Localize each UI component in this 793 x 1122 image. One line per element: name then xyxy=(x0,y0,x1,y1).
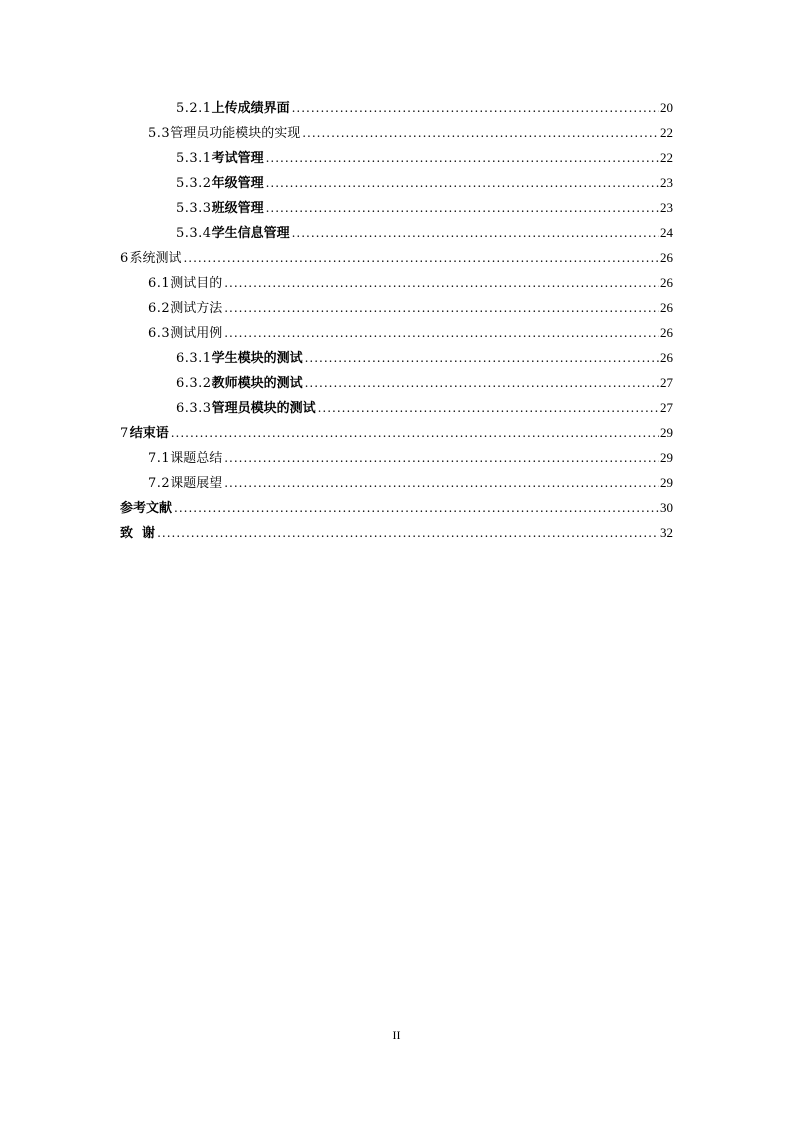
toc-entry[interactable] xyxy=(148,473,673,493)
toc-entry-page: 26 xyxy=(660,275,673,290)
toc-entry-page: 26 xyxy=(660,300,673,315)
toc-entry-number: 6.2 xyxy=(148,301,171,316)
toc-entry-number: 7 xyxy=(120,426,129,441)
toc-entry[interactable] xyxy=(120,498,673,518)
toc-leader-dots xyxy=(171,423,659,443)
toc-entry[interactable] xyxy=(120,248,673,268)
toc-entry-number: 6.3.1 xyxy=(176,351,212,366)
toc-leader-dots xyxy=(157,523,659,543)
toc-entry[interactable] xyxy=(176,373,673,393)
toc-entry[interactable] xyxy=(120,523,673,543)
toc-leader-dots xyxy=(224,323,659,343)
toc-entry-page: 20 xyxy=(660,100,673,115)
toc-leader-dots xyxy=(305,373,659,393)
toc-entry-title: 管理员功能模块的实现 xyxy=(170,126,301,141)
toc-entry-title: 结束语 xyxy=(129,426,169,441)
toc-leader-dots xyxy=(318,398,659,418)
toc-entry-page: 29 xyxy=(660,475,673,490)
toc-leader-dots xyxy=(292,223,659,243)
toc-leader-dots xyxy=(266,148,659,168)
toc-entry-number: 5.3.2 xyxy=(176,176,212,191)
toc-leader-dots xyxy=(266,198,659,218)
toc-entry[interactable] xyxy=(148,448,673,468)
toc-entry[interactable] xyxy=(148,323,673,343)
toc-leader-dots xyxy=(305,348,659,368)
toc-entry-page: 26 xyxy=(660,250,673,265)
toc-entry[interactable] xyxy=(176,398,673,418)
toc-entry[interactable] xyxy=(148,123,673,143)
toc-entry-title: 年级管理 xyxy=(211,176,264,191)
toc-entry-title: 致 谢 xyxy=(120,526,156,541)
toc-entry[interactable] xyxy=(176,173,673,193)
toc-entry-title: 学生信息管理 xyxy=(211,226,290,241)
toc-entry-title: 上传成绩界面 xyxy=(211,101,290,116)
toc-entry-title: 教师模块的测试 xyxy=(211,376,303,391)
page-number: II xyxy=(392,1028,401,1042)
toc-entry-title: 测试目的 xyxy=(170,276,223,291)
toc-entry-page: 29 xyxy=(660,425,673,440)
toc-leader-dots xyxy=(292,98,659,118)
toc-entry-title: 学生模块的测试 xyxy=(211,351,303,366)
toc-entry[interactable] xyxy=(176,148,673,168)
toc-entry[interactable] xyxy=(148,298,673,318)
toc-entry-page: 27 xyxy=(660,400,673,415)
toc-leader-dots xyxy=(266,173,659,193)
toc-entry-title: 系统测试 xyxy=(129,251,182,266)
toc-entry-page: 22 xyxy=(660,150,673,165)
toc-entry[interactable] xyxy=(176,198,673,218)
toc-entry-number: 5.3.4 xyxy=(176,226,212,241)
toc-entry-number: 6.3.2 xyxy=(176,376,212,391)
toc-entry-page: 22 xyxy=(660,125,673,140)
toc-entry-page: 23 xyxy=(660,200,673,215)
toc-entry-page: 30 xyxy=(660,500,673,515)
toc-entry[interactable] xyxy=(176,98,673,118)
toc-entry-number: 6.3 xyxy=(148,326,171,341)
toc-entry-number: 5.2.1 xyxy=(176,101,212,116)
toc-entry-page: 24 xyxy=(660,225,673,240)
toc-leader-dots xyxy=(224,448,659,468)
toc-leader-dots xyxy=(174,498,659,518)
toc-entry[interactable] xyxy=(148,273,673,293)
toc-entry-page: 26 xyxy=(660,325,673,340)
toc-entry-title: 班级管理 xyxy=(211,201,264,216)
toc-entry-title: 管理员模块的测试 xyxy=(211,401,316,416)
toc-entry-number: 6.1 xyxy=(148,276,171,291)
toc-entry-page: 26 xyxy=(660,350,673,365)
toc-entry-number: 5.3 xyxy=(148,126,171,141)
toc-entry-number: 5.3.1 xyxy=(176,151,212,166)
toc-leader-dots xyxy=(224,273,659,293)
toc-entry-title: 测试方法 xyxy=(170,301,223,316)
toc-entry-page: 27 xyxy=(660,375,673,390)
toc-entry-title: 参考文献 xyxy=(120,501,173,516)
toc-entry-page: 29 xyxy=(660,450,673,465)
toc-leader-dots xyxy=(183,248,659,268)
toc-entry-title: 测试用例 xyxy=(170,326,223,341)
toc-entry-number: 5.3.3 xyxy=(176,201,212,216)
toc-entry-number: 7.1 xyxy=(148,451,171,466)
toc-leader-dots xyxy=(224,298,659,318)
toc-entry-number: 7.2 xyxy=(148,476,171,491)
toc-entry[interactable] xyxy=(176,348,673,368)
toc-entry-title: 课题总结 xyxy=(170,451,223,466)
toc-leader-dots xyxy=(302,123,659,143)
toc-entry-number: 6.3.3 xyxy=(176,401,212,416)
toc-entry-page: 23 xyxy=(660,175,673,190)
toc-entry[interactable] xyxy=(176,223,673,243)
toc-leader-dots xyxy=(224,473,659,493)
toc-entry[interactable] xyxy=(120,423,673,443)
toc-entry-title: 考试管理 xyxy=(211,151,264,166)
toc-entry-number: 6 xyxy=(120,251,129,266)
toc-entry-page: 32 xyxy=(660,525,673,540)
toc-entry-title: 课题展望 xyxy=(170,476,223,491)
